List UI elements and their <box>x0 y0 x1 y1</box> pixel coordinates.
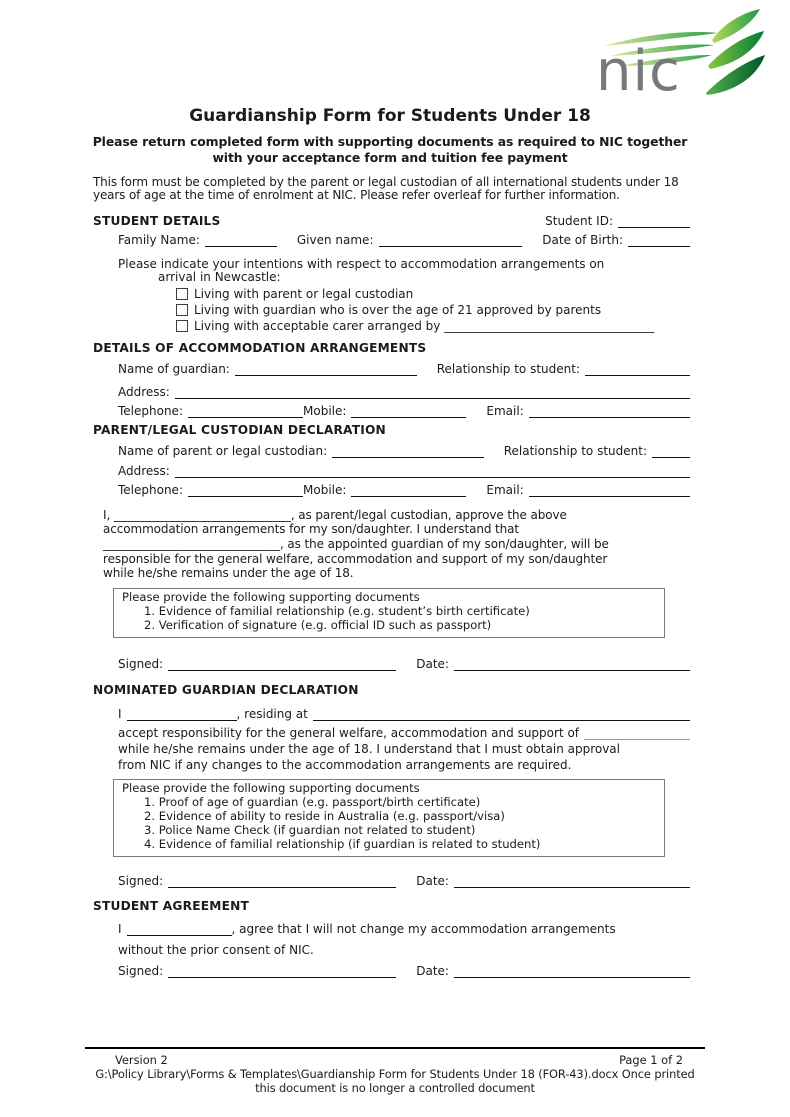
declaration-line: while he/she remains under the age of 18. <box>103 566 354 581</box>
parent-declaration-heading: PARENT/LEGAL CUSTODIAN DECLARATION <box>93 422 386 437</box>
nominated-line2-text: accept responsibility for the general welfare, accommodation and support of <box>118 725 580 740</box>
nic-logo-graphic <box>594 6 766 98</box>
date-line[interactable] <box>454 873 690 888</box>
signed-label: Signed: <box>118 963 164 978</box>
telephone-label: Telephone: <box>118 403 183 418</box>
parent-telephone-label: Telephone: <box>118 482 183 497</box>
parent-name-label: Name of parent or legal custodian: <box>118 443 328 458</box>
nic-logo <box>594 6 766 98</box>
option-2-checkbox[interactable] <box>176 304 188 316</box>
declaration-line: ______________________________, as the appointed guardian of my son/daughter, will be <box>103 537 609 551</box>
date-line[interactable] <box>454 963 690 978</box>
option-2-label: Living with guardian who is over the age of 21 approved by parents <box>194 302 602 317</box>
nominated-declaration-paragraph <box>118 724 690 773</box>
address-line[interactable] <box>175 384 690 399</box>
agreement-line1-text: , agree that I will not change my accommodation arrangements <box>231 921 616 936</box>
option-row-2 <box>176 303 690 319</box>
parent-mobile-line[interactable] <box>351 482 466 497</box>
email-line[interactable] <box>529 403 690 418</box>
mobile-line[interactable] <box>351 403 466 418</box>
signed-line[interactable] <box>168 963 396 978</box>
footer-file-path: G:\Policy Library\Forms & Templates\Guardianship Form for Students Under 18 (FOR-43).docx Once printed <box>95 1067 695 1081</box>
support-of-line[interactable] <box>584 725 690 740</box>
signed-line[interactable] <box>168 873 396 888</box>
option-1-label: Living with parent or legal custodian <box>194 286 414 301</box>
accommodation-options <box>176 287 690 335</box>
agreement-line2-text: without the prior consent of NIC. <box>118 942 314 957</box>
given-name-line[interactable] <box>379 232 523 247</box>
nominated-i-label: I <box>118 706 122 721</box>
parent-email-line[interactable] <box>529 482 690 497</box>
student-details-heading: STUDENT DETAILS <box>93 213 221 228</box>
declaration-line: responsible for the general welfare, accommodation and support of my son/daughter <box>103 551 608 566</box>
docs-intro: Please provide the following supporting documents <box>122 589 420 604</box>
family-name-line[interactable] <box>205 232 277 247</box>
parent-relationship-label: Relationship to student: <box>503 443 647 458</box>
family-name-label: Family Name: <box>118 232 200 247</box>
option-row-1 <box>176 287 690 303</box>
date-label: Date: <box>416 963 449 978</box>
supporting-docs-box-1 <box>113 588 665 638</box>
option-row-3 <box>176 319 690 335</box>
form-subtitle: Please return completed form with supporting documents as required to NIC together with your acceptance form and tuition fee payment <box>92 134 688 165</box>
guardian-name-label: Name of guardian: <box>118 361 230 376</box>
residing-at-label: , residing at <box>236 706 308 721</box>
agreement-i-label: I <box>118 921 122 936</box>
nominated-line3-text: while he/she remains under the age of 18. I understand that I must obtain approval <box>118 741 620 756</box>
given-name-label: Given name: <box>296 232 374 247</box>
footer <box>85 1047 705 1095</box>
agreement-name-line[interactable] <box>127 921 232 936</box>
docs-intro: Please provide the following supporting documents <box>122 781 420 796</box>
nominated-guardian-heading: NOMINATED GUARDIAN DECLARATION <box>93 682 359 697</box>
telephone-line[interactable] <box>188 403 303 418</box>
guardian-name-line[interactable] <box>235 361 417 376</box>
signed-label: Signed: <box>118 656 164 671</box>
date-label: Date: <box>416 873 449 888</box>
date-label: Date: <box>416 656 449 671</box>
intro-paragraph: This form must be completed by the parent or legal custodian of all international students under 18 years of age at the time of enrolment at NIC. Please refer overleaf for further information. <box>93 175 679 203</box>
option-3-checkbox[interactable] <box>176 320 188 332</box>
residing-address-line[interactable] <box>313 706 690 721</box>
parent-address-line[interactable] <box>175 463 690 478</box>
parent-name-line[interactable] <box>332 443 484 458</box>
student-agreement-heading: STUDENT AGREEMENT <box>93 898 250 913</box>
signed-label: Signed: <box>118 873 164 888</box>
supporting-docs-box-2 <box>113 779 665 857</box>
mobile-label: Mobile: <box>303 403 347 418</box>
signed-line[interactable] <box>168 656 396 671</box>
date-line[interactable] <box>454 656 690 671</box>
parent-relationship-line[interactable] <box>652 443 690 458</box>
nominated-name-line[interactable] <box>127 706 237 721</box>
dob-label: Date of Birth: <box>542 232 623 247</box>
parent-email-label: Email: <box>486 482 524 497</box>
intentions-text-line1: Please indicate your intentions with respect to accommodation arrangements on <box>118 256 605 271</box>
email-label: Email: <box>486 403 524 418</box>
relationship-line[interactable] <box>585 361 690 376</box>
parent-declaration-paragraph <box>103 508 690 581</box>
docs-item: 1. Proof of age of guardian (e.g. passport/birth certificate) <box>144 794 481 809</box>
docs-item: 2. Evidence of ability to reside in Australia (e.g. passport/visa) <box>144 808 505 823</box>
parent-telephone-line[interactable] <box>188 482 303 497</box>
docs-item: 3. Police Name Check (if guardian not related to student) <box>144 822 476 837</box>
footer-version: Version 2 <box>115 1053 168 1067</box>
dob-line[interactable] <box>628 232 690 247</box>
intentions-text-line2: arrival in Newcastle: <box>158 270 281 285</box>
docs-item: 4. Evidence of familial relationship (if guardian is related to student) <box>144 836 541 851</box>
option-1-checkbox[interactable] <box>176 288 188 300</box>
footer-page-number: Page 1 of 2 <box>619 1053 683 1067</box>
nominated-line4-text: from NIC if any changes to the accommodation arrangements are required. <box>118 758 572 773</box>
student-id-label: Student ID: <box>545 213 613 228</box>
docs-item: 1. Evidence of familial relationship (e.g. student’s birth certificate) <box>144 603 530 618</box>
footer-controlled-note: this document is no longer a controlled document <box>255 1081 535 1095</box>
address-label: Address: <box>118 384 170 399</box>
parent-mobile-label: Mobile: <box>303 482 347 497</box>
relationship-label: Relationship to student: <box>436 361 580 376</box>
accommodation-heading: DETAILS OF ACCOMMODATION ARRANGEMENTS <box>93 340 427 355</box>
option-3-label: Living with acceptable carer arranged by ___________________________________ <box>194 318 655 333</box>
student-id-line[interactable] <box>618 213 690 228</box>
declaration-line: I, ______________________________, as parent/legal custodian, approve the above <box>103 507 567 522</box>
docs-item: 2. Verification of signature (e.g. official ID such as passport) <box>144 617 492 632</box>
declaration-line: accommodation arrangements for my son/daughter. I understand that <box>103 522 520 537</box>
form-title: Guardianship Form for Students Under 18 <box>189 106 591 126</box>
logo-text: nic <box>596 39 681 98</box>
parent-address-label: Address: <box>118 463 170 478</box>
